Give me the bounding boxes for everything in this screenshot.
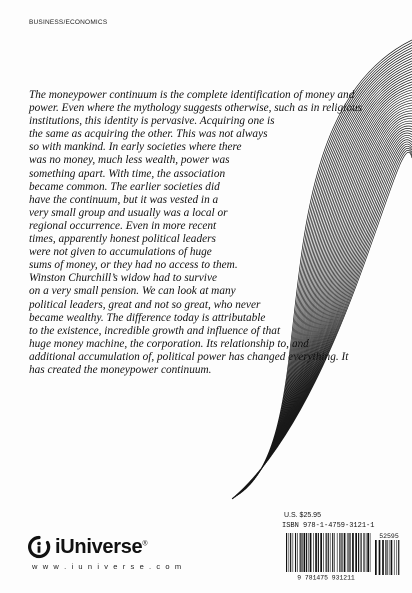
- barcode-bar: [337, 533, 338, 572]
- barcode-digits: 9 781475 931211: [297, 574, 355, 581]
- barcode-bar: [385, 540, 386, 575]
- blurb-line: institutions, this identity is pervasive. Acquiring one is: [29, 115, 275, 128]
- barcode-bar: [306, 533, 307, 572]
- barcode-bar: [394, 540, 395, 575]
- blurb-line: was no money, much less wealth, power was: [29, 154, 230, 167]
- publisher-url: w w w . i u n i v e r s e . c o m: [32, 562, 183, 571]
- barcode-bar: [389, 540, 390, 575]
- blurb-line: were not given to accumulations of huge: [29, 246, 212, 259]
- barcode-bar: [367, 533, 369, 572]
- barcode-bar: [361, 533, 362, 572]
- barcode-bar: [323, 533, 324, 572]
- blurb-line: became wealthy. The difference today is attributable: [29, 311, 266, 324]
- isbn-barcode: [282, 520, 402, 580]
- publisher-logo: [27, 535, 183, 571]
- barcode-bar: [295, 533, 296, 572]
- barcode-bar: [387, 540, 388, 575]
- barcode-bar: [341, 533, 342, 572]
- barcode-bar: [318, 533, 319, 572]
- barcode-bar: [339, 533, 340, 572]
- barcode-bar: [328, 533, 329, 572]
- blurb-line: has created the moneypower continuum.: [29, 363, 212, 376]
- barcode-bar: [355, 533, 357, 572]
- blurb-line: political leaders, great and not so great, who never: [29, 298, 261, 311]
- barcode-bar: [308, 533, 309, 572]
- barcode-bar: [396, 540, 397, 575]
- barcode-bar: [315, 533, 317, 572]
- barcode-bar: [310, 533, 312, 572]
- barcode-bar: [363, 533, 364, 572]
- barcode-bar: [375, 540, 377, 575]
- barcode-bar: [320, 533, 322, 572]
- barcode-bar: [391, 540, 393, 575]
- blurb-line: have the continuum, but it was vested in a: [29, 193, 219, 206]
- barcode-bar: [347, 533, 348, 572]
- barcode-bar: [330, 533, 331, 572]
- barcode-bar: [326, 533, 327, 572]
- barcode-bar: [366, 533, 367, 572]
- isbn-label: ISBN 978-1-4759-3121-1: [282, 522, 375, 530]
- barcode-bar: [344, 533, 346, 572]
- iuniverse-logo-icon: [27, 535, 51, 559]
- blurb-line: to the existence, incredible growth and influence of that: [29, 324, 281, 337]
- barcode-bar: [301, 533, 302, 572]
- barcode-bar: [300, 533, 301, 572]
- blurb-line: so with mankind. In early societies where there: [29, 141, 242, 154]
- barcode-bar: [358, 533, 359, 572]
- barcode-bars: [286, 533, 370, 572]
- publisher-name: iUniverse: [55, 536, 143, 558]
- blurb-line: the same as acquiring the other. This was not always: [29, 128, 268, 141]
- barcode-bar: [297, 533, 298, 572]
- barcode-bar: [286, 533, 287, 572]
- barcode-bar: [304, 533, 306, 572]
- blurb-line: sums of money, or they had no access to them.: [29, 259, 238, 272]
- blurb-line: huge money machine, the corporation. Its relationship to, and: [29, 337, 309, 350]
- blurb-line: times, apparently honest political leaders: [29, 233, 216, 246]
- registered-mark: ®: [142, 540, 148, 548]
- blurb-line: very small group and usually was a local or: [29, 206, 228, 219]
- blurb-line: The moneypower continuum is the complete identification of money and: [29, 89, 355, 101]
- barcode-bar: [332, 533, 333, 572]
- back-cover-blurb: [29, 89, 401, 377]
- barcode-graphic: [282, 531, 402, 581]
- blurb-line: regional occurrence. Even in more recent: [29, 219, 217, 232]
- barcode-bar: [382, 540, 384, 575]
- barcode-bar: [290, 533, 291, 572]
- barcode-addon-digits: 52595: [379, 533, 399, 540]
- blurb-line: something apart. With time, the association: [29, 167, 226, 180]
- blurb-line: became common. The earlier societies did: [29, 180, 220, 193]
- barcode-bar: [348, 533, 349, 572]
- barcode-bar: [379, 540, 381, 575]
- barcode-bar: [370, 533, 371, 572]
- barcode-bar: [398, 540, 399, 575]
- barcode-bar: [334, 533, 335, 572]
- category-label: BUSINESS/ECONOMICS: [29, 19, 108, 26]
- blurb-line: power. Even where the mythology suggests otherwise, such as in religious: [29, 102, 363, 115]
- blurb-line: Winston Churchill’s widow had to survive: [29, 272, 217, 285]
- blurb-line: additional accumulation of, political power has changed everything. It: [29, 350, 349, 363]
- blurb-line: on a very small pension. We can look at many: [29, 285, 236, 298]
- addon-barcode-bars: [375, 540, 399, 575]
- barcode-bar: [350, 533, 351, 572]
- price-label: U.S. $25.95: [284, 512, 321, 519]
- barcode-bar: [352, 533, 354, 572]
- barcode-bar: [289, 533, 290, 572]
- barcode-bar: [313, 533, 314, 572]
- barcode-bar: [293, 533, 294, 572]
